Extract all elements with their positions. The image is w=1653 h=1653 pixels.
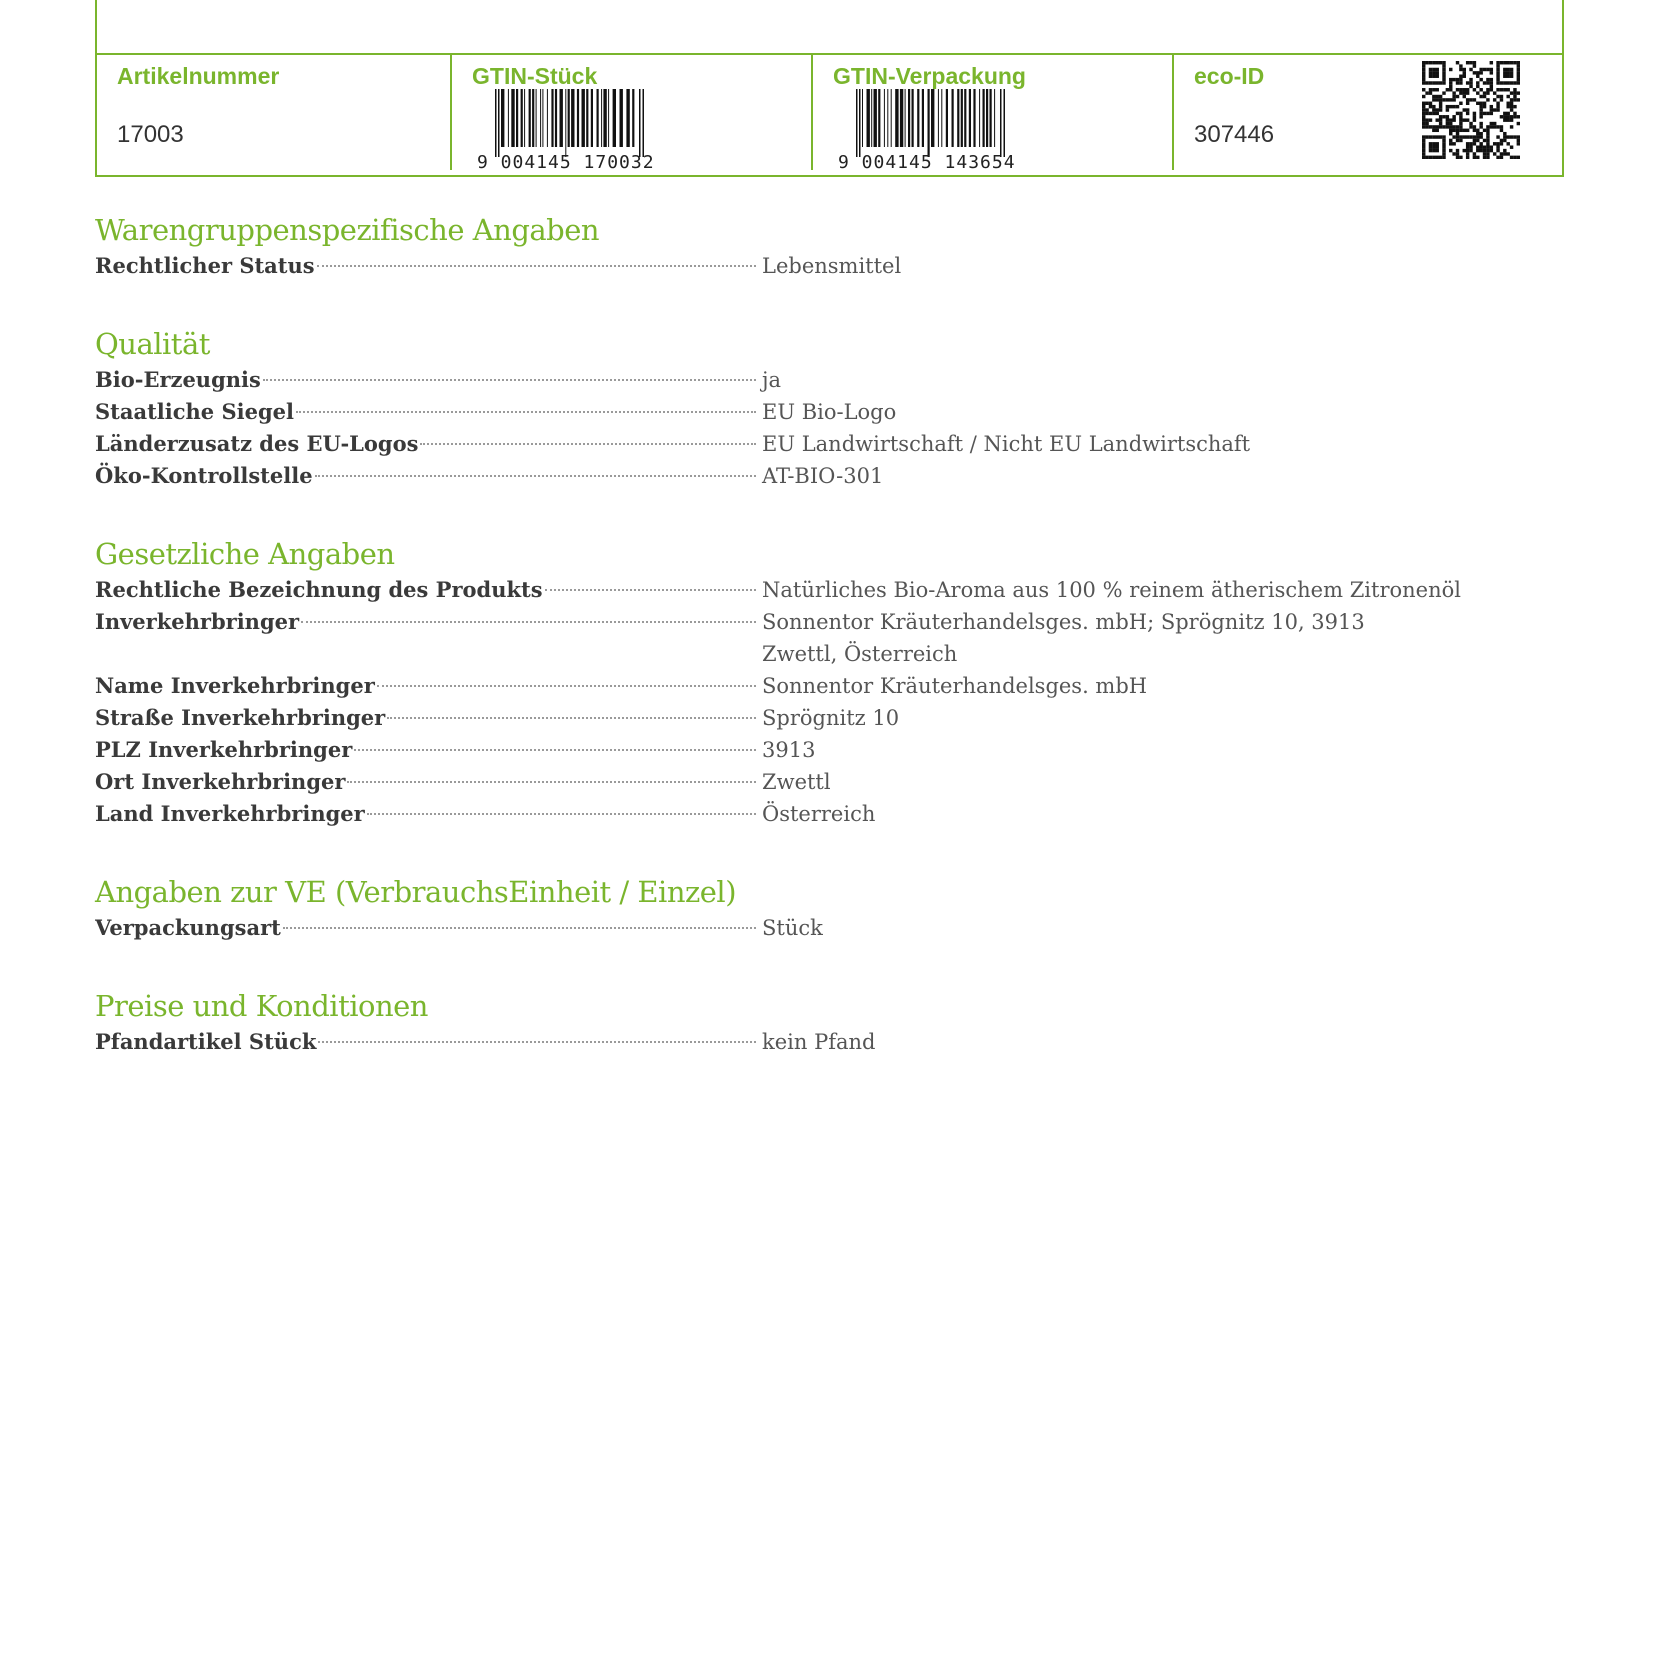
product-details bbox=[95, 210, 1495, 1100]
gtin-stueck-barcode bbox=[477, 89, 655, 173]
detail-label: Bio-Erzeugnis bbox=[95, 367, 261, 392]
section-qualitaet bbox=[95, 324, 1495, 492]
detail-label: Ort Inverkehrbringer bbox=[95, 769, 346, 794]
detail-row bbox=[95, 702, 1495, 734]
detail-value: Sonnentor Kräuterhandelsges. mbH; Sprögnitz 10, 3913 Zwettl, Österreich bbox=[762, 610, 1365, 666]
detail-row bbox=[95, 734, 1495, 766]
eco-id-cell bbox=[1172, 55, 1562, 170]
header-id-row bbox=[97, 55, 1562, 175]
detail-row bbox=[95, 428, 1495, 460]
detail-value: 3913 bbox=[762, 738, 816, 762]
detail-value: Sprögnitz 10 bbox=[762, 706, 900, 730]
detail-value: EU Landwirtschaft / Nicht EU Landwirtschaft bbox=[762, 432, 1251, 456]
detail-value: EU Bio-Logo bbox=[762, 400, 897, 424]
dot-leader bbox=[377, 685, 756, 687]
detail-label: Rechtlicher Status bbox=[95, 253, 315, 278]
gtin-stueck-label: GTIN-Stück bbox=[472, 63, 598, 89]
detail-value: Lebensmittel bbox=[762, 254, 902, 278]
detail-row bbox=[95, 670, 1495, 702]
detail-label: Länderzusatz des EU-Logos bbox=[95, 431, 419, 456]
detail-row bbox=[95, 460, 1495, 492]
gtin-stueck-digits: 9 004145 170032 bbox=[477, 152, 655, 173]
detail-row bbox=[95, 606, 1495, 670]
eco-id-value: 307446 bbox=[1194, 121, 1275, 148]
detail-row bbox=[95, 396, 1495, 428]
detail-row bbox=[95, 1026, 1495, 1058]
detail-value: Natürliches Bio-Aroma aus 100 % reinem ätherischem Zitronenöl bbox=[762, 578, 1461, 602]
detail-label: Staatliche Siegel bbox=[95, 399, 294, 424]
detail-value: kein Pfand bbox=[762, 1030, 876, 1054]
dot-leader bbox=[347, 781, 756, 783]
detail-row bbox=[95, 912, 1495, 944]
section-warengruppe bbox=[95, 210, 1495, 282]
detail-label: Land Inverkehrbringer bbox=[95, 801, 365, 826]
header-top-band bbox=[97, 0, 1562, 55]
section-title: Warengruppenspezifische Angaben bbox=[95, 213, 600, 247]
artikelnummer-value: 17003 bbox=[117, 121, 184, 148]
detail-label: PLZ Inverkehrbringer bbox=[95, 737, 353, 762]
gtin-stueck-cell bbox=[450, 55, 811, 173]
dot-leader bbox=[354, 749, 756, 751]
dot-leader bbox=[315, 475, 756, 477]
dot-leader bbox=[420, 443, 756, 445]
gtin-verpackung-digits: 9 004145 143654 bbox=[838, 152, 1016, 173]
gtin-verpackung-cell bbox=[811, 55, 1172, 173]
detail-label: Verpackungsart bbox=[95, 915, 281, 940]
detail-row bbox=[95, 250, 1495, 282]
dot-leader bbox=[545, 589, 756, 591]
product-header-box bbox=[95, 0, 1564, 177]
section-preise bbox=[95, 986, 1495, 1058]
dot-leader bbox=[318, 1041, 756, 1043]
detail-label: Öko-Kontrollstelle bbox=[95, 463, 313, 488]
section-gesetzlich bbox=[95, 534, 1495, 830]
dot-leader bbox=[301, 621, 756, 623]
detail-value: Sonnentor Kräuterhandelsges. mbH bbox=[762, 674, 1148, 698]
barcode-icon bbox=[477, 89, 647, 157]
detail-label: Rechtliche Bezeichnung des Produkts bbox=[95, 577, 543, 602]
barcode-icon bbox=[838, 89, 1008, 157]
artikelnummer-cell bbox=[97, 55, 450, 175]
detail-row bbox=[95, 364, 1495, 396]
section-ve bbox=[95, 872, 1495, 944]
gtin-verpackung-label: GTIN-Verpackung bbox=[833, 63, 1026, 89]
detail-value: Österreich bbox=[762, 802, 876, 826]
detail-label: Straße Inverkehrbringer bbox=[95, 705, 386, 730]
detail-value: Zwettl bbox=[762, 770, 831, 794]
artikelnummer-label: Artikelnummer bbox=[117, 63, 280, 89]
detail-row bbox=[95, 798, 1495, 830]
detail-value: ja bbox=[762, 368, 782, 392]
dot-leader bbox=[296, 411, 756, 413]
detail-value: Stück bbox=[762, 916, 823, 940]
detail-row bbox=[95, 766, 1495, 798]
detail-value: AT-BIO-301 bbox=[762, 464, 884, 488]
detail-label: Name Inverkehrbringer bbox=[95, 673, 375, 698]
dot-leader bbox=[367, 813, 756, 815]
section-title: Gesetzliche Angaben bbox=[95, 537, 395, 571]
detail-label: Pfandartikel Stück bbox=[95, 1029, 317, 1054]
section-title: Qualität bbox=[95, 327, 210, 361]
gtin-verpackung-barcode bbox=[838, 89, 1016, 173]
dot-leader bbox=[263, 379, 756, 381]
section-title: Preise und Konditionen bbox=[95, 989, 428, 1023]
section-title: Angaben zur VE (VerbrauchsEinheit / Einzel) bbox=[95, 875, 737, 909]
dot-leader bbox=[387, 717, 756, 719]
dot-leader bbox=[317, 265, 756, 267]
detail-label: Inverkehrbringer bbox=[95, 609, 300, 634]
qr-code-icon bbox=[1422, 61, 1520, 159]
eco-id-label: eco-ID bbox=[1194, 63, 1265, 89]
detail-row bbox=[95, 574, 1495, 606]
dot-leader bbox=[283, 927, 756, 929]
